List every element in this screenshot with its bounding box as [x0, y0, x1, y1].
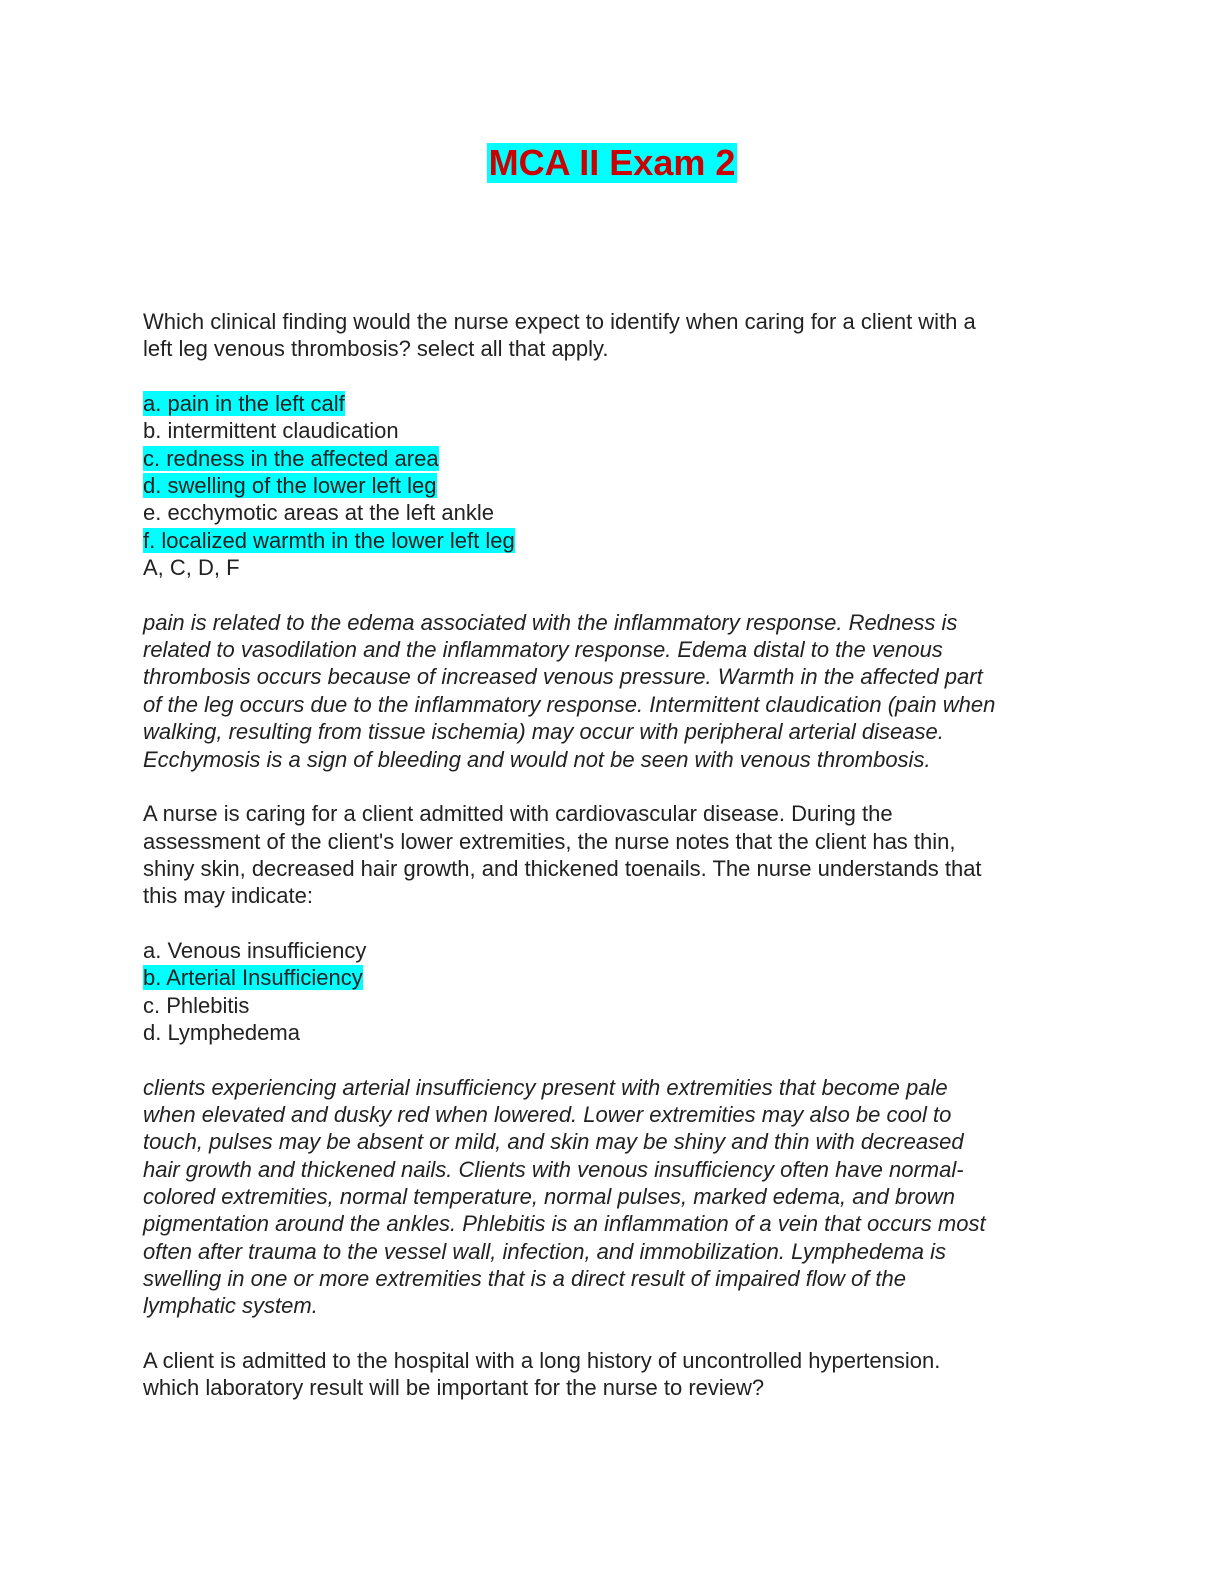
question-1 — [143, 308, 1103, 800]
option-a: a. Venous insufficiency — [143, 937, 367, 963]
rationale-line: related to vasodilation and the inflammatory response. Edema distal to the venous — [143, 637, 943, 663]
rationale-line: hair growth and thickened nails. Clients with venous insufficiency often have normal- — [143, 1156, 964, 1182]
question-text: this may indicate: — [143, 883, 313, 909]
question-2 — [143, 800, 1103, 1347]
rationale-line: pigmentation around the ankles. Phlebitis is an inflammation of a vein that occurs most — [143, 1211, 986, 1237]
question-text: which laboratory result will be important for the nurse to review? — [143, 1375, 765, 1401]
rationale-line: colored extremities, normal temperature, normal pulses, marked edema, and brown — [143, 1184, 955, 1209]
option-a-correct: a. pain in the left calf — [143, 391, 345, 417]
option-b-correct: b. Arterial Insufficiency — [143, 965, 363, 991]
question-text: Which clinical finding would the nurse expect to identify when caring for a client with a — [143, 309, 976, 334]
document-title: MCA II Exam 2 — [488, 142, 736, 183]
rationale-line: lymphatic system. — [143, 1293, 318, 1319]
option-d: d. Lymphedema — [143, 1019, 300, 1045]
rationale-line: thrombosis occurs because of increased venous pressure. Warmth in the affected part — [143, 664, 983, 690]
option-e: e. ecchymotic areas at the left ankle — [143, 500, 494, 526]
question-text: shiny skin, decreased hair growth, and thickened toenails. The nurse understands that — [143, 855, 982, 881]
rationale-line: swelling in one or more extremities that is a direct result of impaired flow of the — [143, 1266, 906, 1292]
option-d-correct: d. swelling of the lower left leg — [143, 473, 437, 499]
question-3 — [143, 1347, 1103, 1402]
option-c-correct: c. redness in the affected area — [143, 445, 439, 471]
option-b: b. intermittent claudication — [143, 418, 399, 444]
option-c: c. Phlebitis — [143, 992, 250, 1018]
rationale-line: of the leg occurs due to the inflammatory response. Intermittent claudication (pain when — [143, 691, 996, 717]
rationale-line: Ecchymosis is a sign of bleeding and would not be seen with venous thrombosis. — [143, 746, 931, 772]
rationale-line: touch, pulses may be absent or mild, and skin may be shiny and thin with decreased — [143, 1129, 964, 1155]
question-text: assessment of the client's lower extremities, the nurse notes that the client has thin, — [143, 828, 956, 854]
document-body — [143, 308, 1103, 1402]
rationale-line: clients experiencing arterial insufficiency present with extremities that become pale — [143, 1074, 948, 1100]
answer-key: A, C, D, F — [143, 555, 240, 581]
question-text: left leg venous thrombosis? select all that apply. — [143, 336, 609, 362]
rationale-line: often after trauma to the vessel wall, infection, and immobilization. Lymphedema is — [143, 1238, 946, 1264]
question-text: A nurse is caring for a client admitted with cardiovascular disease. During the — [143, 801, 893, 827]
rationale-line: when elevated and dusky red when lowered. Lower extremities may also be cool to — [143, 1101, 952, 1127]
title-container — [0, 143, 1224, 183]
rationale-line: walking, resulting from tissue ischemia) may occur with peripheral arterial disease. — [143, 719, 944, 745]
rationale-line: pain is related to the edema associated with the inflammatory response. Redness is — [143, 609, 958, 635]
question-text: A client is admitted to the hospital with a long history of uncontrolled hypertension. — [143, 1348, 941, 1374]
option-f-correct: f. localized warmth in the lower left leg — [143, 527, 515, 553]
